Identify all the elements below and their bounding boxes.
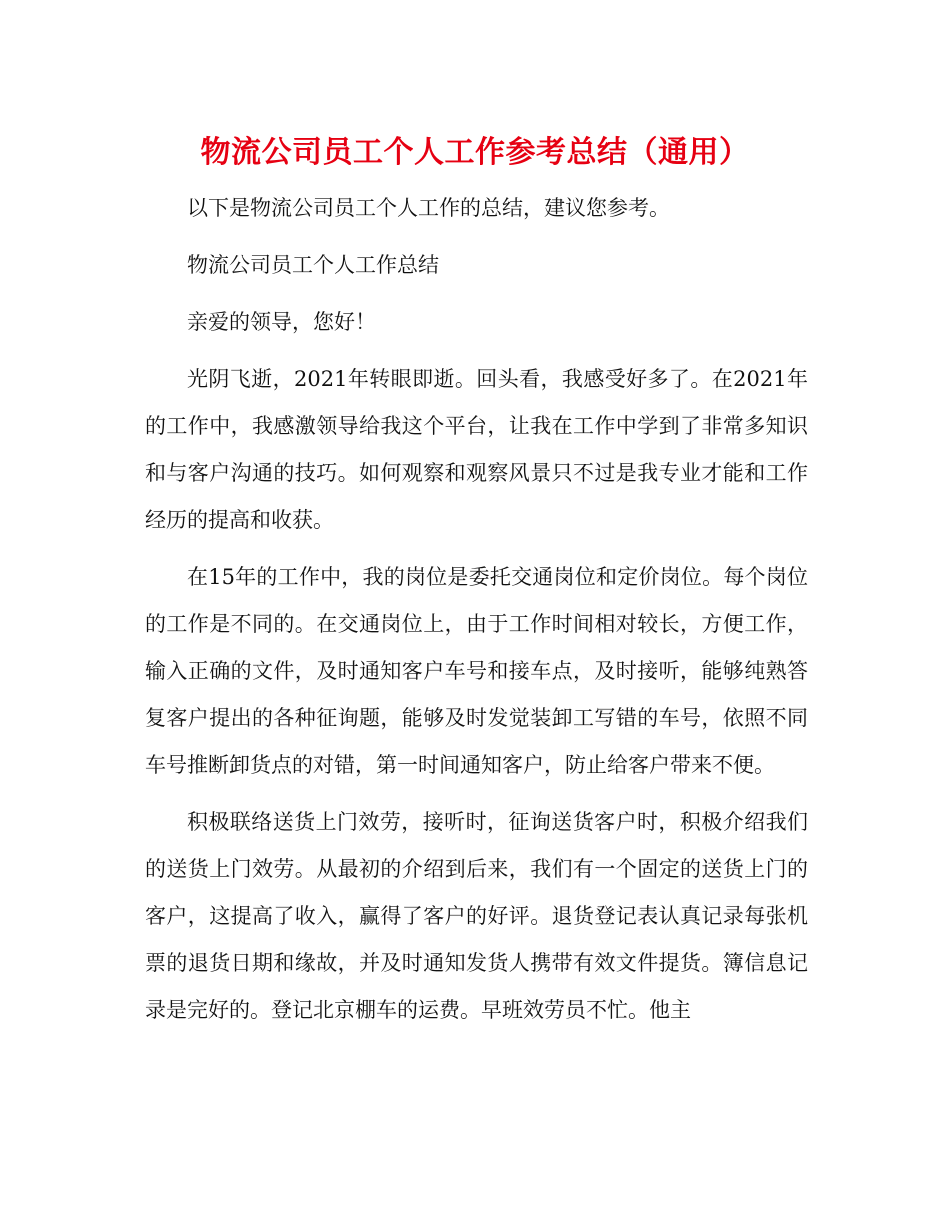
paragraph-salutation: 亲爱的领导，您好！ [187, 310, 376, 334]
paragraph-body-3: 积极联络送货上门效劳，接听时，征询送货客户时，积极介绍我们的送货上门效劳。从最初的介绍到后来，我们有一个固定的送货上门的客户，这提高了收入，赢得了客户的好评。退货登记表认真记录每张机票的退货日期和缘故，并及时通知发货人携带有效文件提货。簿信息记录是完好的。登记北京棚车的运费。早班效劳员不忙。他主 [145, 810, 808, 1022]
document-title: 物流公司员工个人工作参考总结（通用） [200, 135, 750, 170]
paragraph-subtitle: 物流公司员工个人工作总结 [187, 253, 439, 277]
paragraph-body-2: 在15年的工作中，我的岗位是委托交通岗位和定价岗位。每个岗位的工作是不同的。在交通岗位上，由于工作时间相对较长，方便工作，输入正确的文件，及时通知客户车号和接车点，及时接听，能够纯熟答复客户提出的各种征询题，能够及时发觉装卸工写错的车号，依照不同车号推断卸货点的对错，第一时间通知客户，防止给客户带来不便。 [145, 565, 808, 777]
paragraph-body-1: 光阴飞逝，2021年转眼即逝。回头看，我感受好多了。在2021年的工作中，我感激领导给我这个平台，让我在工作中学到了非常多知识和与客户沟通的技巧。如何观察和观察风景只不过是我专业才能和工作经历的提高和收获。 [145, 367, 808, 532]
paragraph-intro: 以下是物流公司员工个人工作的总结，建议您参考。 [187, 196, 670, 220]
document-body [145, 185, 808, 1044]
